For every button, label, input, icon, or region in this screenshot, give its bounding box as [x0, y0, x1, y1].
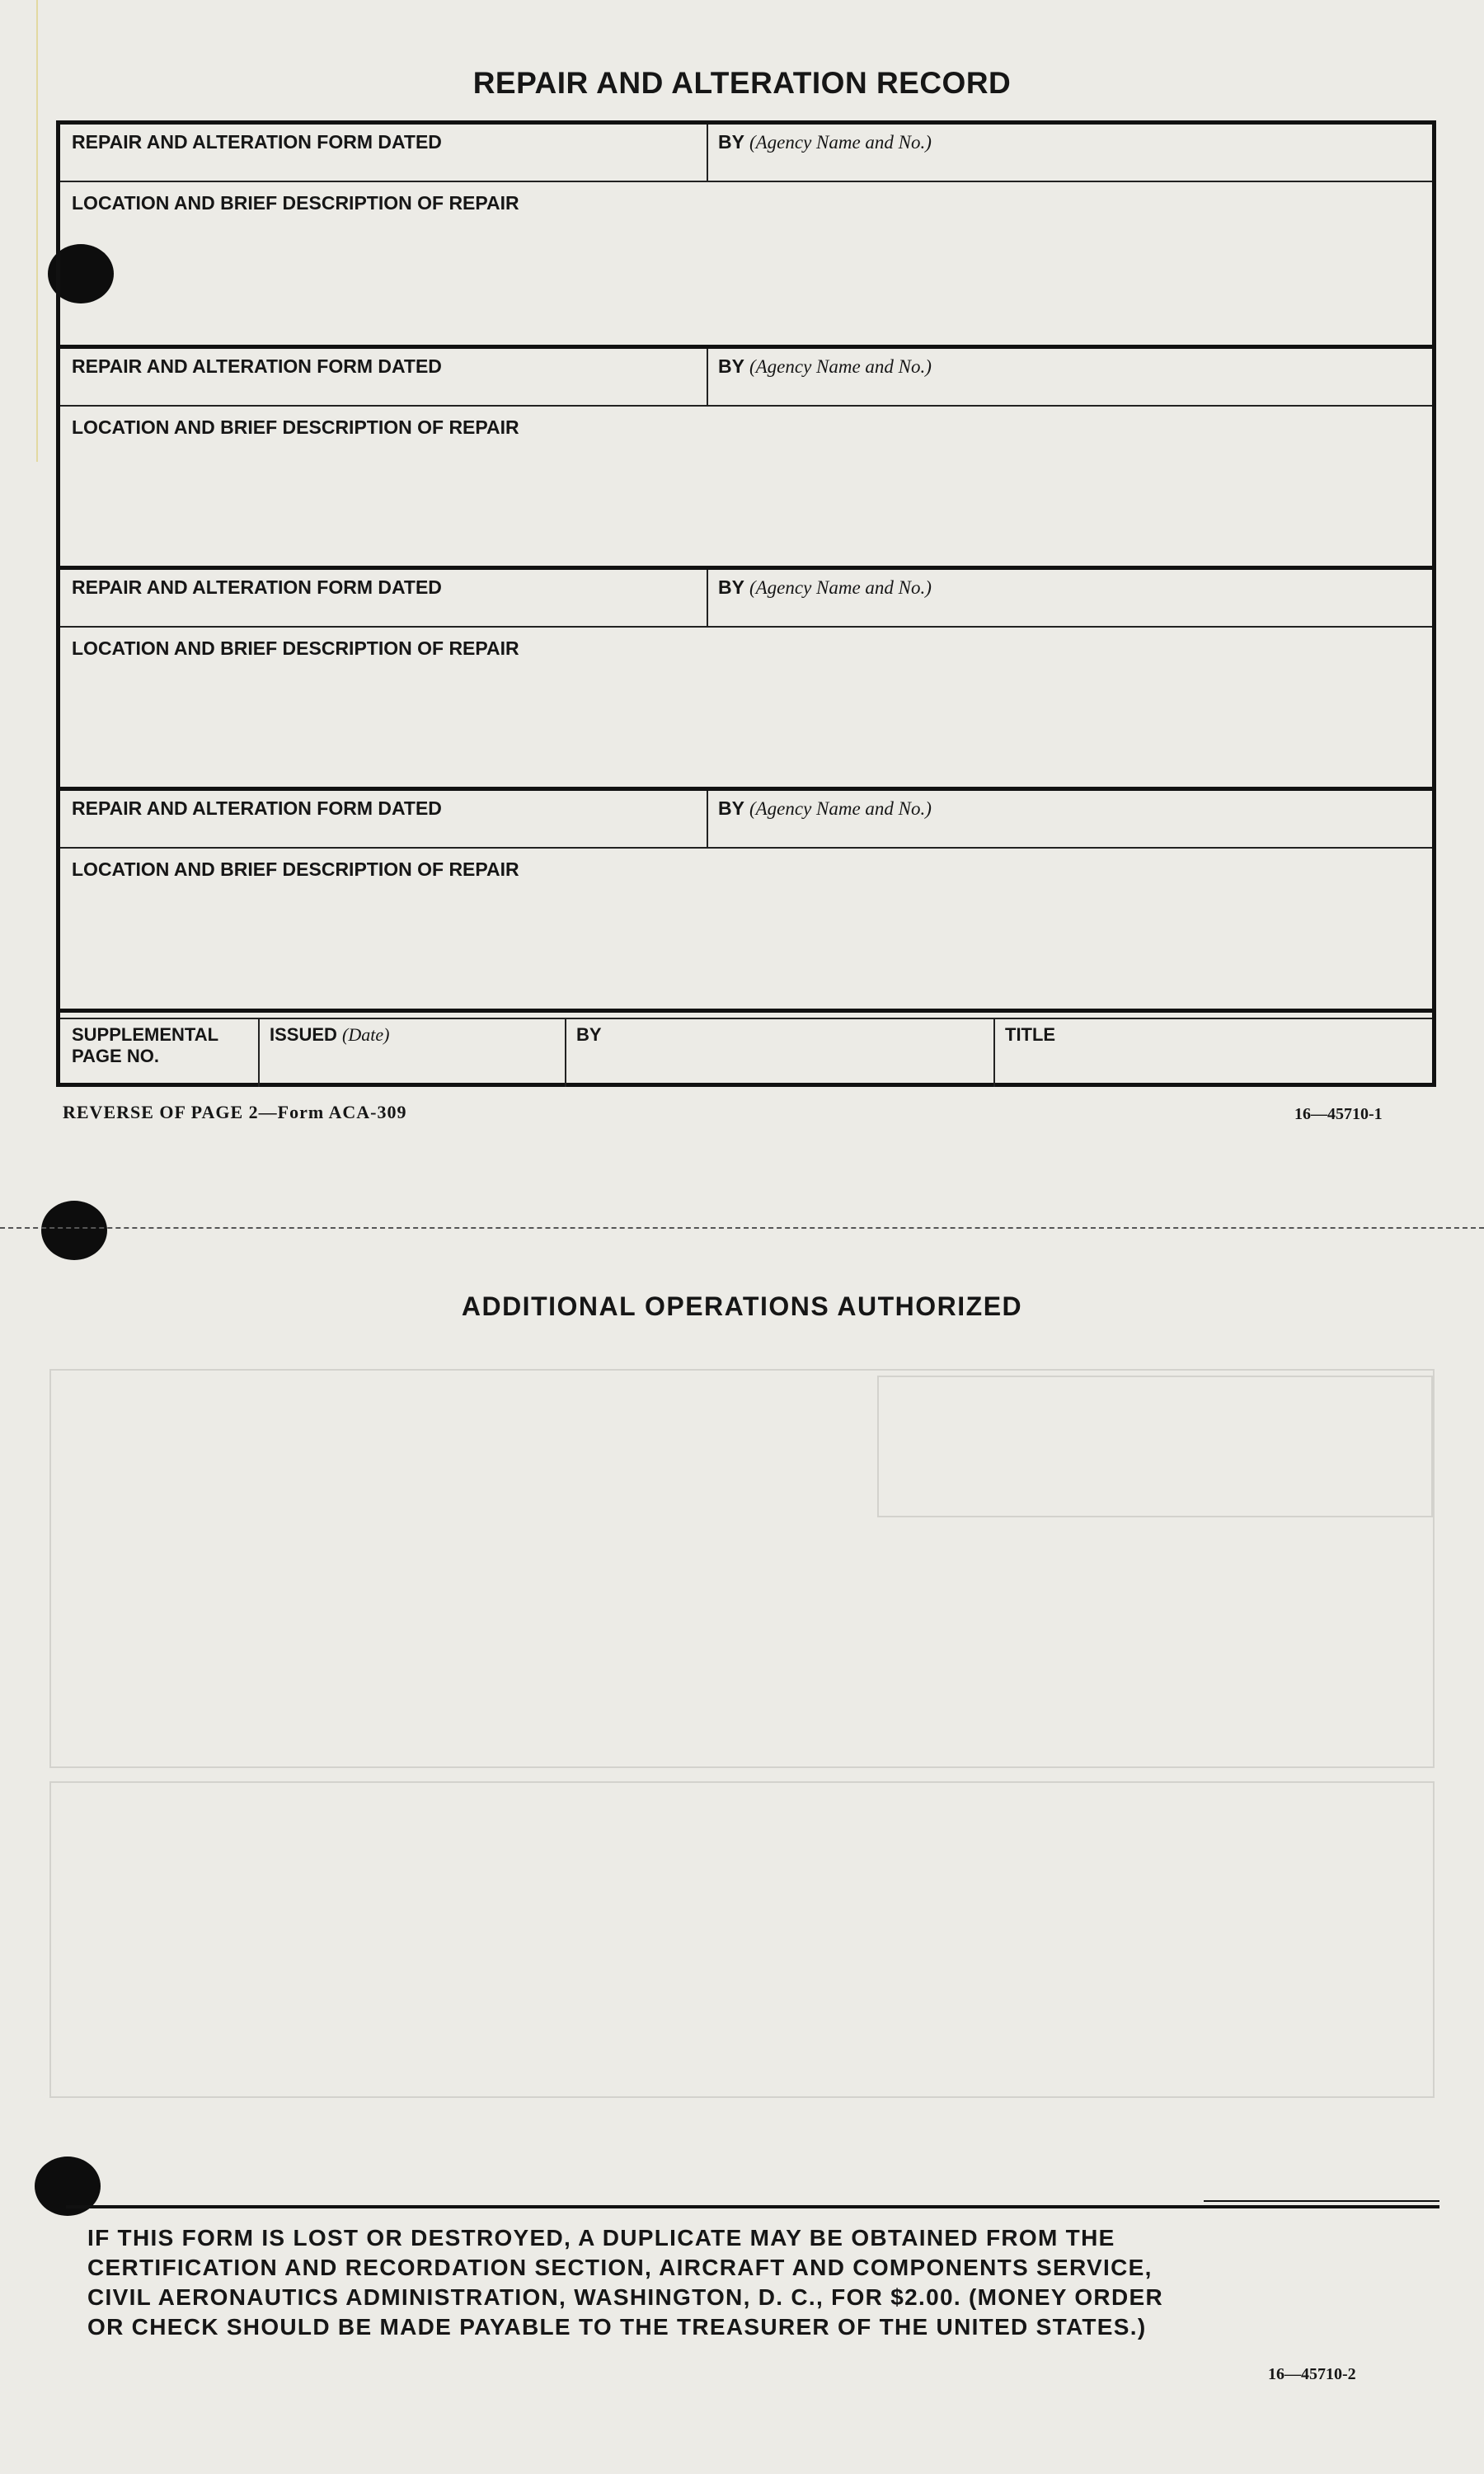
repair-entry [60, 125, 1432, 349]
divider [60, 1018, 1432, 1019]
divider [565, 1019, 566, 1087]
agency-hint: (Agency Name and No.) [749, 577, 932, 598]
punch-hole [41, 1201, 107, 1260]
divider [66, 2205, 1439, 2208]
additional-operations-title: ADDITIONAL OPERATIONS AUTHORIZED [461, 1291, 1023, 1321]
form-dated-label: REPAIR AND ALTERATION FORM DATED [72, 131, 442, 153]
agency-label: BY (Agency Name and No.) [718, 797, 932, 819]
supplemental-row [60, 1009, 1432, 1083]
issued-date-label: ISSUED (Date) [270, 1024, 390, 1045]
agency-label: BY (Agency Name and No.) [718, 355, 932, 377]
divider [993, 1019, 995, 1087]
repair-entry [60, 349, 1432, 570]
description-label: LOCATION AND BRIEF DESCRIPTION OF REPAIR [72, 637, 519, 659]
agency-label: BY (Agency Name and No.) [718, 576, 932, 598]
perforation-line [0, 1227, 1484, 1229]
agency-hint: (Agency Name and No.) [749, 798, 932, 819]
description-label: LOCATION AND BRIEF DESCRIPTION OF REPAIR [72, 858, 519, 880]
form-reference: REVERSE OF PAGE 2—Form ACA-309 [63, 1102, 407, 1122]
agency-hint: (Agency Name and No.) [749, 132, 932, 153]
notice-line: IF THIS FORM IS LOST OR DESTROYED, A DUPLICATE MAY BE OBTAINED FROM THE [87, 2225, 1115, 2251]
show-through-box [877, 1376, 1433, 1517]
print-code: 16—45710-1 [1294, 1105, 1383, 1123]
notice-line: CERTIFICATION AND RECORDATION SECTION, AIRCRAFT AND COMPONENTS SERVICE, [87, 2255, 1153, 2280]
notice-line: OR CHECK SHOULD BE MADE PAYABLE TO THE TREASURER OF THE UNITED STATES.) [87, 2314, 1147, 2340]
show-through-box [49, 1781, 1435, 2098]
description-label: LOCATION AND BRIEF DESCRIPTION OF REPAIR [72, 192, 519, 214]
replacement-notice [87, 2223, 1423, 2342]
description-label: LOCATION AND BRIEF DESCRIPTION OF REPAIR [72, 416, 519, 438]
issued-date-hint: (Date) [342, 1024, 390, 1045]
print-code: 16—45710-2 [1268, 2365, 1356, 2383]
divider [1204, 2200, 1439, 2202]
supplemental-page-label: SUPPLEMENTAL PAGE NO. [72, 1024, 219, 1066]
title-label: TITLE [1005, 1024, 1056, 1045]
notice-line: CIVIL AERONAUTICS ADMINISTRATION, WASHINGTON, D. C., FOR $2.00. (MONEY ORDER [87, 2284, 1163, 2310]
agency-hint: (Agency Name and No.) [749, 356, 932, 377]
repair-record-title: REPAIR AND ALTERATION RECORD [472, 66, 1012, 100]
repair-record-table [56, 120, 1436, 1087]
form-dated-label: REPAIR AND ALTERATION FORM DATED [72, 355, 442, 377]
divider [258, 1019, 260, 1087]
form-dated-label: REPAIR AND ALTERATION FORM DATED [72, 576, 442, 598]
form-dated-label: REPAIR AND ALTERATION FORM DATED [72, 797, 442, 819]
repair-entry [60, 570, 1432, 791]
repair-entry [60, 791, 1432, 1009]
issued-by-label: BY [576, 1024, 602, 1045]
agency-label: BY (Agency Name and No.) [718, 131, 932, 153]
